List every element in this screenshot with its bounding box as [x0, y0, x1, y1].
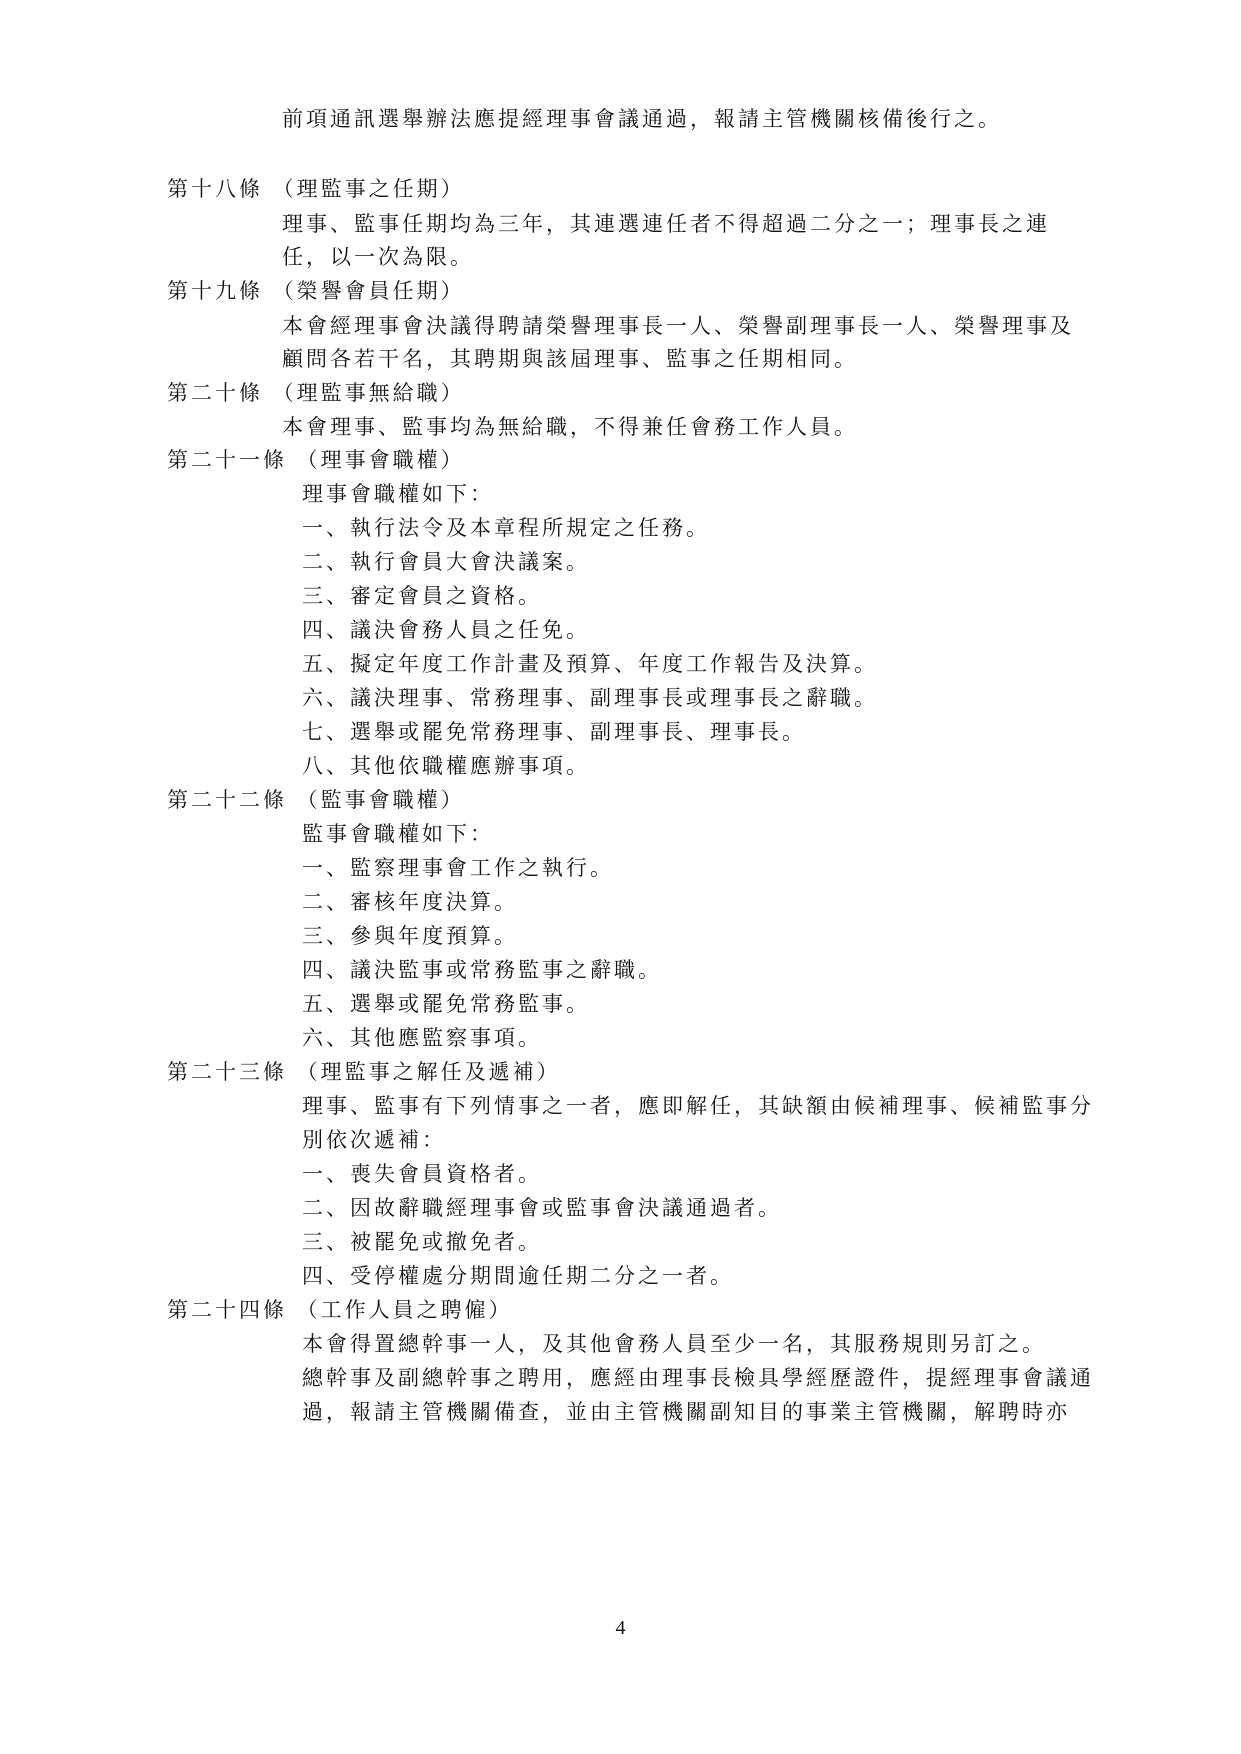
list-item: 五、選舉或罷免常務監事。 — [302, 992, 590, 1016]
paragraph-line: 總幹事及副總幹事之聘用，應經由理事長檢具學經歷證件，提經理事會議通 — [302, 1366, 1094, 1390]
list-item: 四、受停權處分期間逾任期二分之一者。 — [302, 1264, 734, 1288]
list-item: 一、喪失會員資格者。 — [302, 1162, 542, 1186]
list-item: 六、其他應監察事項。 — [302, 1026, 542, 1050]
paragraph-line: 本會經理事會決議得聘請榮譽理事長一人、榮譽副理事長一人、榮譽理事及 — [282, 314, 1074, 338]
list-item: 七、選舉或罷免常務理事、副理事長、理事長。 — [302, 720, 806, 744]
paragraph-line: 監事會職權如下： — [302, 822, 494, 846]
article-19-heading: 第十九條 （榮譽會員任期） — [167, 279, 465, 303]
article-18-heading: 第十八條 （理監事之任期） — [167, 177, 465, 201]
list-item: 四、議決會務人員之任免。 — [302, 618, 590, 642]
paragraph-line: 過，報請主管機關備查，並由主管機關副知目的事業主管機關，解聘時亦 — [302, 1400, 1070, 1424]
paragraph-line: 任，以一次為限。 — [282, 245, 474, 269]
paragraph-line: 理事、監事任期均為三年，其連選連任者不得超過二分之一；理事長之連 — [282, 212, 1050, 236]
list-item: 五、擬定年度工作計畫及預算、年度工作報告及決算。 — [302, 652, 878, 676]
list-item: 三、審定會員之資格。 — [302, 584, 542, 608]
list-item: 六、議決理事、常務理事、副理事長或理事長之辭職。 — [302, 686, 878, 710]
article-24-heading: 第二十四條 （工作人員之聘僱） — [167, 1298, 513, 1322]
list-item: 四、議決監事或常務監事之辭職。 — [302, 958, 662, 982]
list-item: 三、參與年度預算。 — [302, 924, 518, 948]
article-20-heading: 第二十條 （理監事無給職） — [167, 381, 465, 405]
paragraph-line: 前項通訊選舉辦法應提經理事會議通過，報請主管機關核備後行之。 — [282, 107, 1002, 131]
list-item: 二、審核年度決算。 — [302, 890, 518, 914]
list-item: 二、因故辭職經理事會或監事會決議通過者。 — [302, 1196, 782, 1220]
list-item: 二、執行會員大會決議案。 — [302, 550, 590, 574]
list-item: 八、其他依職權應辦事項。 — [302, 754, 590, 778]
paragraph-line: 別依次遞補： — [302, 1128, 446, 1152]
list-item: 一、執行法令及本章程所規定之任務。 — [302, 516, 710, 540]
paragraph-line: 本會理事、監事均為無給職，不得兼任會務工作人員。 — [282, 415, 858, 439]
article-23-heading: 第二十三條 （理監事之解任及遞補） — [167, 1060, 561, 1084]
paragraph-line: 本會得置總幹事一人，及其他會務人員至少一名，其服務規則另訂之。 — [302, 1332, 1046, 1356]
article-21-heading: 第二十一條 （理事會職權） — [167, 448, 465, 472]
paragraph-line: 顧問各若干名，其聘期與該屆理事、監事之任期相同。 — [282, 347, 858, 371]
list-item: 一、監察理事會工作之執行。 — [302, 856, 614, 880]
paragraph-line: 理事會職權如下： — [302, 482, 494, 506]
list-item: 三、被罷免或撤免者。 — [302, 1230, 542, 1254]
paragraph-line: 理事、監事有下列情事之一者，應即解任，其缺額由候補理事、候補監事分 — [302, 1094, 1094, 1118]
article-22-heading: 第二十二條 （監事會職權） — [167, 788, 465, 812]
page-number: 4 — [615, 1617, 626, 1639]
